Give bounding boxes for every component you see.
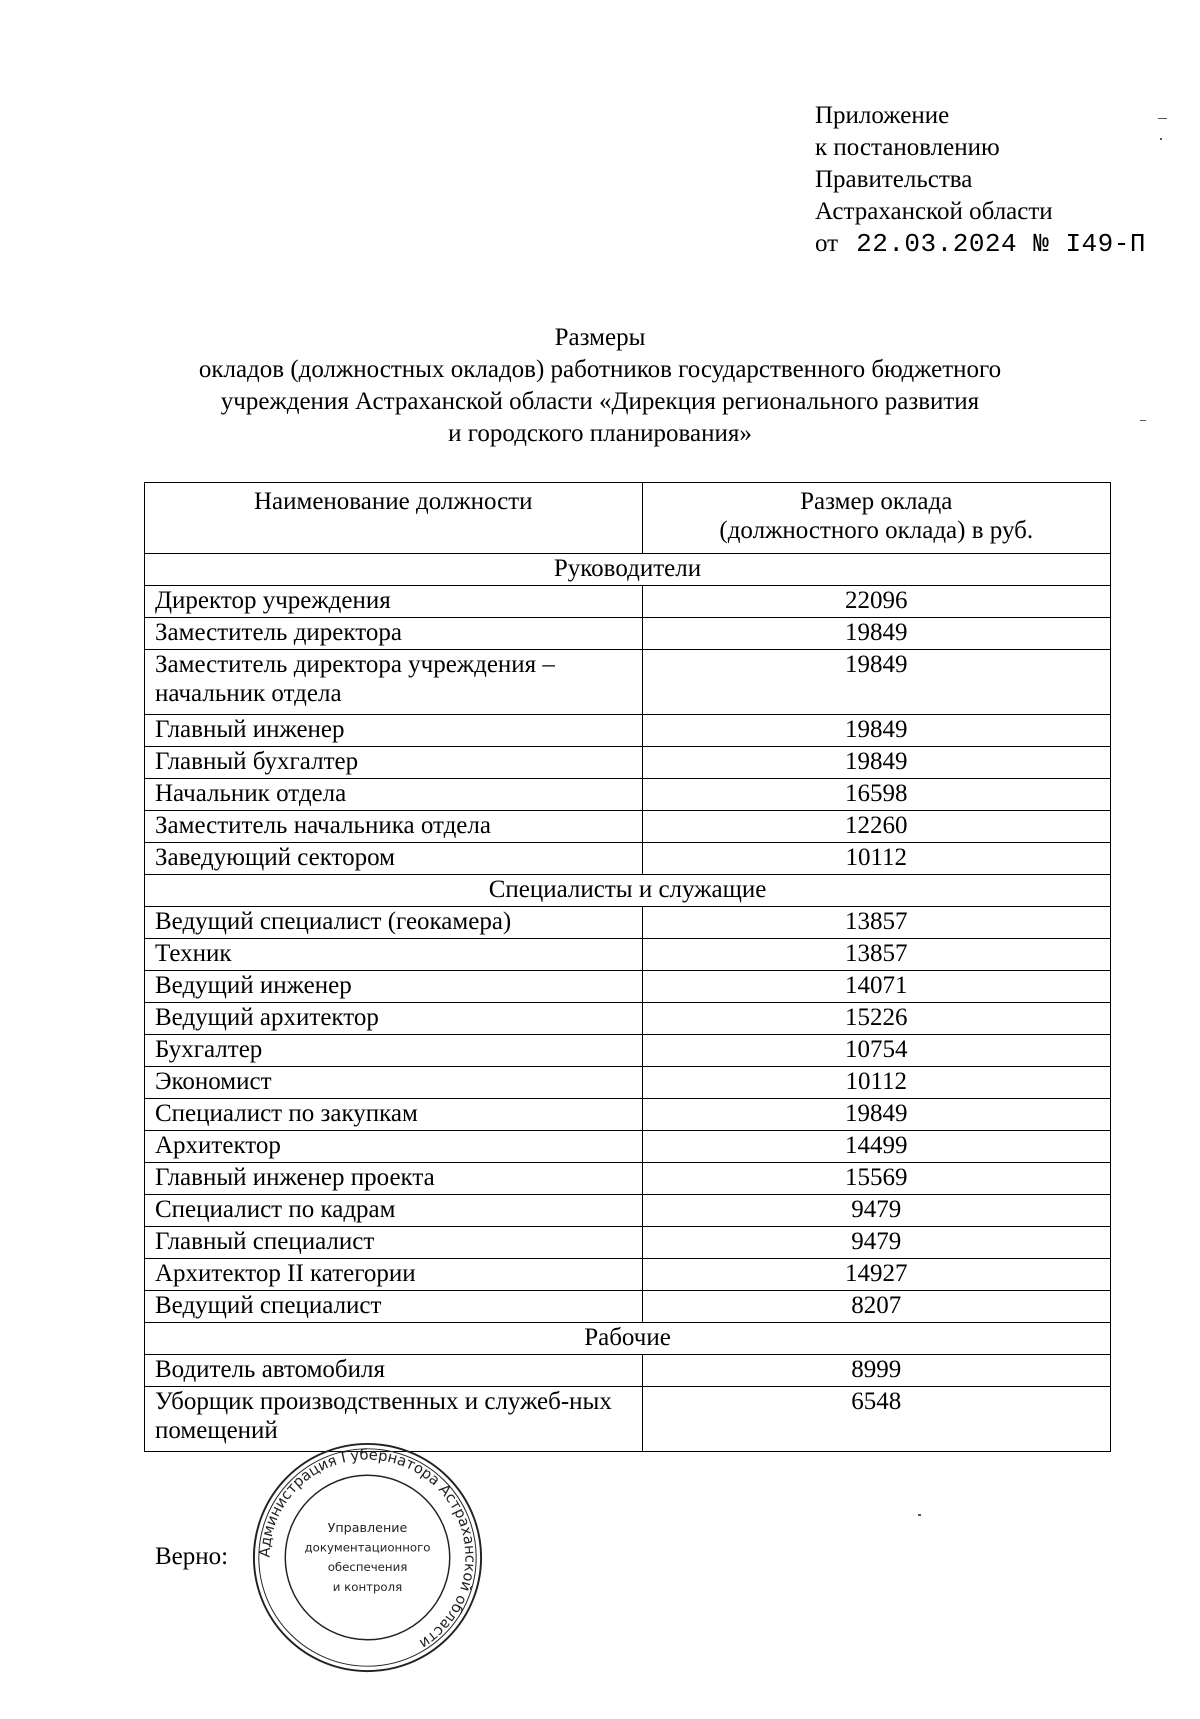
- salary-cell: 14071: [642, 971, 1111, 1003]
- salary-cell: 12260: [642, 811, 1111, 843]
- section-title: Специалисты и служащие: [145, 875, 1111, 907]
- column-header-salary: [642, 483, 1111, 554]
- document-title: [0, 322, 1200, 450]
- appendix-line-1: Приложение: [815, 102, 950, 129]
- table-row: [145, 1227, 1111, 1259]
- position-cell: Директор учреждения: [145, 586, 643, 618]
- table-row: [145, 650, 1111, 715]
- table-row: [145, 843, 1111, 875]
- appendix-line-4: Астраханской области: [815, 198, 1053, 225]
- seal-inner-ring: [285, 1475, 450, 1640]
- position-cell: Главный специалист: [145, 1227, 643, 1259]
- salary-cell: 19849: [642, 650, 1111, 715]
- salary-cell: 8207: [642, 1291, 1111, 1323]
- table-row: [145, 747, 1111, 779]
- table-row: [145, 1035, 1111, 1067]
- position-cell: Ведущий инженер: [145, 971, 643, 1003]
- section-row: [145, 875, 1111, 907]
- table-body: [145, 554, 1111, 1452]
- title-line-4: и городского планирования»: [448, 420, 752, 447]
- salary-cell: 16598: [642, 779, 1111, 811]
- table-row: [145, 1131, 1111, 1163]
- salary-cell: 9479: [642, 1195, 1111, 1227]
- section-title: Руководители: [145, 554, 1111, 586]
- table-row: [145, 1195, 1111, 1227]
- appendix-date-row: [815, 228, 1146, 260]
- salary-cell: 19849: [642, 618, 1111, 650]
- section-row: [145, 1323, 1111, 1355]
- section-row: [145, 554, 1111, 586]
- seal-inner-line-2: документационного: [304, 1540, 431, 1555]
- table-header-row: [145, 483, 1111, 554]
- table-row: [145, 971, 1111, 1003]
- position-cell: Ведущий архитектор: [145, 1003, 643, 1035]
- seal-outer-ring: [254, 1444, 481, 1671]
- position-cell: Заместитель начальника отдела: [145, 811, 643, 843]
- position-cell: Уборщик производственных и служеб-ных помещений: [145, 1387, 643, 1452]
- position-cell: Техник: [145, 939, 643, 971]
- position-cell: Заместитель директора: [145, 618, 643, 650]
- title-line-2: окладов (должностных окладов) работников государственного бюджетного: [198, 356, 1002, 383]
- position-cell: Заместитель директора учреждения – начальник отдела: [145, 650, 643, 715]
- seal-inner-line-3: обеспечения: [327, 1560, 408, 1575]
- salary-cell: 8999: [642, 1355, 1111, 1387]
- resolution-date-number: 22.03.2024 № I49-П: [856, 229, 1146, 259]
- salary-cell: 10112: [642, 843, 1111, 875]
- seal-inner-line-4: и контроля: [332, 1579, 403, 1594]
- salary-cell: 9479: [642, 1227, 1111, 1259]
- seal-inner-line-1: Управление: [327, 1520, 408, 1536]
- salary-cell: 19849: [642, 747, 1111, 779]
- salary-cell: 14927: [642, 1259, 1111, 1291]
- position-cell: Ведущий специалист: [145, 1291, 643, 1323]
- salary-cell: 15569: [642, 1163, 1111, 1195]
- salary-cell: 13857: [642, 907, 1111, 939]
- table-row: [145, 1355, 1111, 1387]
- table-row: [145, 715, 1111, 747]
- table-row: [145, 1099, 1111, 1131]
- position-cell: Водитель автомобиля: [145, 1355, 643, 1387]
- table-row: [145, 1163, 1111, 1195]
- position-cell: Архитектор: [145, 1131, 643, 1163]
- table-row: [145, 1003, 1111, 1035]
- column-header-salary-line-2: (должностного оклада) в руб.: [719, 517, 1034, 544]
- position-cell: Экономист: [145, 1067, 643, 1099]
- title-line-3: учреждения Астраханской области «Дирекция регионального развития: [220, 388, 980, 415]
- scan-speck: [1160, 138, 1162, 140]
- scan-speck: [1158, 118, 1167, 119]
- position-cell: Специалист по закупкам: [145, 1099, 643, 1131]
- appendix-block: [815, 100, 1146, 260]
- scan-speck: [918, 1514, 921, 1516]
- table-row: [145, 907, 1111, 939]
- column-header-salary-line-1: Размер оклада: [800, 488, 953, 515]
- position-cell: Специалист по кадрам: [145, 1195, 643, 1227]
- salary-cell: 13857: [642, 939, 1111, 971]
- verno-label: Верно:: [155, 1543, 229, 1570]
- position-cell: Архитектор II категории: [145, 1259, 643, 1291]
- salary-cell: 14499: [642, 1131, 1111, 1163]
- position-cell: Главный инженер проекта: [145, 1163, 643, 1195]
- position-cell: Начальник отдела: [145, 779, 643, 811]
- table-row: [145, 1291, 1111, 1323]
- table-row: [145, 586, 1111, 618]
- scan-speck: [1140, 420, 1146, 421]
- table-row: [145, 939, 1111, 971]
- position-cell: Ведущий специалист (геокамера): [145, 907, 643, 939]
- title-line-1: Размеры: [554, 324, 646, 351]
- seal-outer-text: Администрация Губернатора Астраханской области: [256, 1446, 479, 1652]
- salary-cell: 6548: [642, 1387, 1111, 1452]
- table-row: [145, 811, 1111, 843]
- position-cell: Главный инженер: [145, 715, 643, 747]
- position-cell: Заведующий сектором: [145, 843, 643, 875]
- appendix-line-3: Правительства: [815, 166, 973, 193]
- salary-cell: 19849: [642, 1099, 1111, 1131]
- salary-cell: 22096: [642, 586, 1111, 618]
- salary-cell: 15226: [642, 1003, 1111, 1035]
- position-cell: Бухгалтер: [145, 1035, 643, 1067]
- table-row: [145, 618, 1111, 650]
- salary-cell: 10754: [642, 1035, 1111, 1067]
- appendix-line-2: к постановлению: [815, 134, 1000, 161]
- salary-table: [144, 482, 1111, 1452]
- table-row: [145, 779, 1111, 811]
- position-cell: Главный бухгалтер: [145, 747, 643, 779]
- official-seal: [250, 1440, 485, 1675]
- table-row: [145, 1067, 1111, 1099]
- table-row: [145, 1259, 1111, 1291]
- appendix-from-label: от: [815, 230, 839, 257]
- section-title: Рабочие: [145, 1323, 1111, 1355]
- salary-cell: 19849: [642, 715, 1111, 747]
- salary-cell: 10112: [642, 1067, 1111, 1099]
- column-header-position: Наименование должности: [145, 483, 643, 554]
